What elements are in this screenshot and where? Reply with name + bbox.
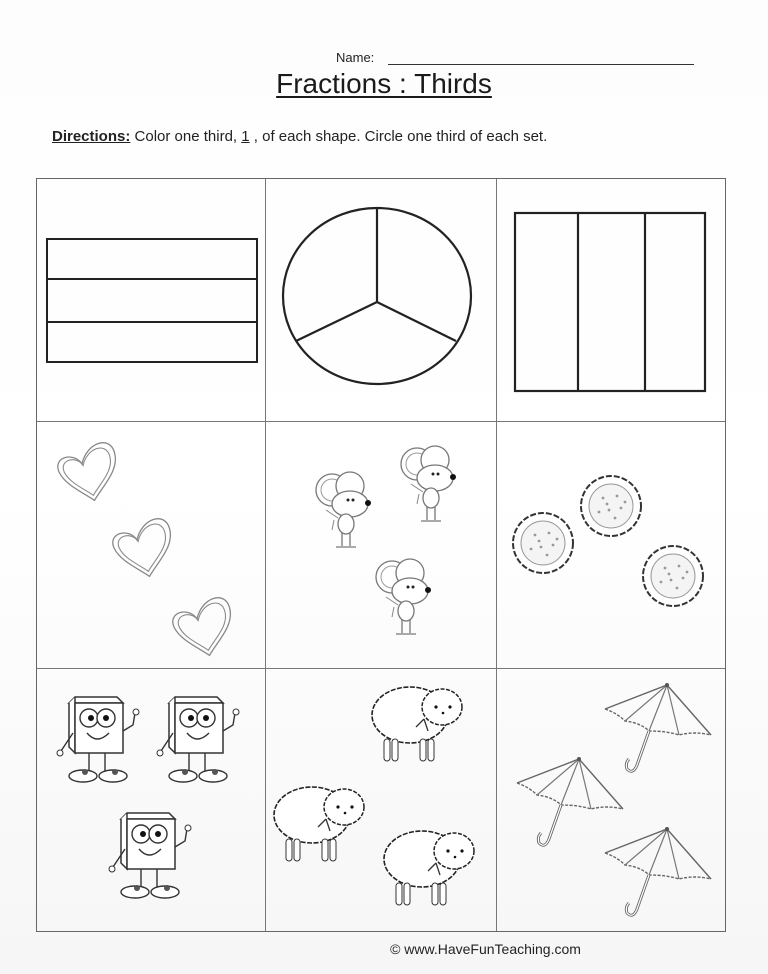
rectangle-vertical-thirds-icon: [497, 179, 725, 422]
mouse-icon: [376, 559, 431, 634]
sheep-icon: [384, 831, 474, 905]
box-character-icon: [109, 813, 191, 898]
mice-set: [266, 422, 497, 669]
sheep-icon: [372, 687, 462, 761]
cell-rectangle-horizontal[interactable]: [37, 179, 266, 422]
box-character-icon: [157, 697, 239, 782]
name-label: Name:: [336, 50, 375, 65]
umbrella-icon: [517, 757, 623, 845]
worksheet-title: Fractions : Thirds: [276, 68, 492, 99]
mouse-icon: [316, 472, 371, 547]
name-input-line[interactable]: [388, 64, 694, 65]
cell-sheep[interactable]: [266, 669, 497, 931]
umbrella-icon: [605, 683, 711, 771]
umbrella-icon: [605, 827, 711, 915]
cookie-icon: [581, 476, 641, 536]
directions-text-1: Color one third,: [130, 128, 242, 145]
umbrellas-set: [497, 669, 725, 931]
heart-icon: [55, 441, 122, 506]
rectangle-horizontal-thirds-icon: [37, 179, 266, 422]
cell-hearts[interactable]: [37, 422, 266, 669]
copyright-footer: © www.HaveFunTeaching.com: [390, 941, 581, 957]
cell-umbrellas[interactable]: [497, 669, 725, 931]
cell-circle[interactable]: [266, 179, 497, 422]
cell-box-characters[interactable]: [37, 669, 266, 931]
directions-label: Directions:: [52, 128, 131, 145]
box-characters-set: [37, 669, 266, 931]
heart-icon: [110, 517, 177, 582]
circle-thirds-icon: [266, 179, 497, 422]
cookie-icon: [643, 546, 703, 606]
fraction-one-third: 1: [241, 128, 250, 145]
cookie-icon: [513, 513, 573, 573]
sheep-set: [266, 669, 497, 931]
exercise-grid: [36, 178, 726, 932]
cell-rectangle-vertical[interactable]: [497, 179, 725, 422]
directions: [52, 128, 547, 145]
cookies-set: [497, 422, 725, 669]
hearts-set: [37, 422, 266, 669]
heart-icon: [170, 596, 237, 661]
directions-text-2: , of each shape. Circle one third of each set.: [249, 128, 548, 145]
cell-mice[interactable]: [266, 422, 497, 669]
mouse-icon: [401, 446, 456, 521]
sheep-icon: [274, 787, 364, 861]
box-character-icon: [57, 697, 139, 782]
cell-cookies[interactable]: [497, 422, 725, 669]
